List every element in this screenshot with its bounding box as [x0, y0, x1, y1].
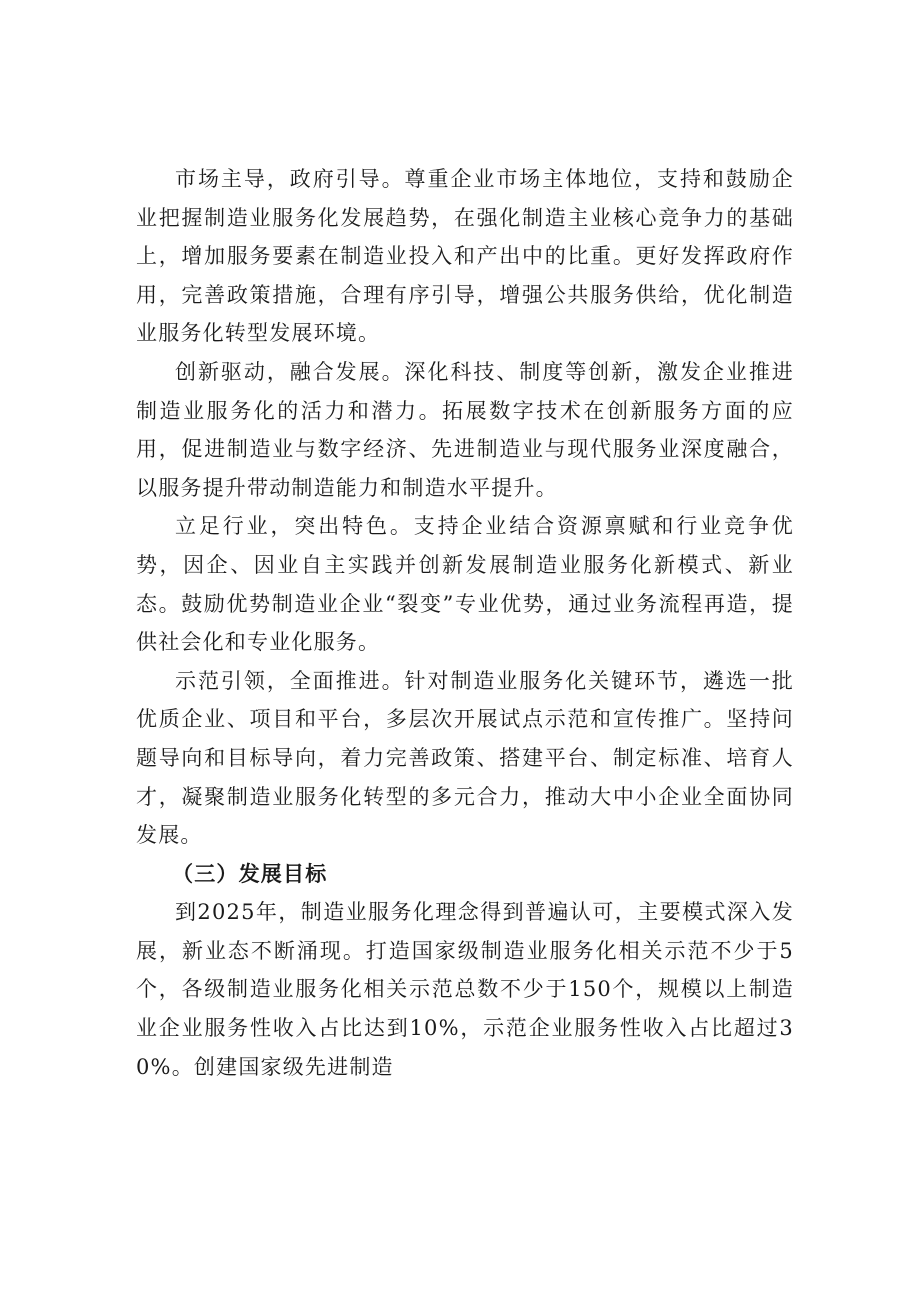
section-heading-development-goals: （三）发展目标 — [172, 860, 328, 886]
paragraph-market-led: 市场主导，政府引导。尊重企业市场主体地位，支持和鼓励企业把握制造业服务化发展趋势，在强化制造主业核心竞争力的基础上，增加服务要素在制造业投入和产出中的比重。更好发挥政府作用，完善政策措施，合理有序引导，增强公共服务供给，优化制造业服务化转型发展环境。 — [136, 167, 794, 346]
paragraph-industry-based: 立足行业，突出特色。支持企业结合资源禀赋和行业竞争优势，因企、因业自主实践并创新发展制造业服务化新模式、新业态。鼓励优势制造业企业“裂变”专业优势，通过业务流程再造，提供社会化和专业化服务。 — [136, 514, 794, 655]
paragraph-innovation-driven: 创新驱动，融合发展。深化科技、制度等创新，激发企业推进制造业服务化的活力和潜力。拓展数字技术在创新服务方面的应用，促进制造业与数字经济、先进制造业与现代服务业深度融合，以服务提升带动制造能力和制造水平提升。 — [136, 359, 794, 500]
paragraph-2025-targets: 到2025年，制造业服务化理念得到普遍认可，主要模式深入发展，新业态不断涌现。打造国家级制造业服务化相关示范不少于5个，各级制造业服务化相关示范总数不少于150个，规模以上制造业企业服务性收入占比达到10%，示范企业服务性收入占比超过30%。创建国家级先进制造 — [136, 900, 794, 1079]
document-body — [136, 160, 794, 1086]
paragraph-demonstration-led: 示范引领，全面推进。针对制造业服务化关键环节，遴选一批优质企业、项目和平台，多层次开展试点示范和宣传推广。坚持问题导向和目标导向，着力完善政策、搭建平台、制定标准、培育人才，凝聚制造业服务化转型的多元合力，推动大中小企业全面协同发展。 — [136, 668, 794, 848]
